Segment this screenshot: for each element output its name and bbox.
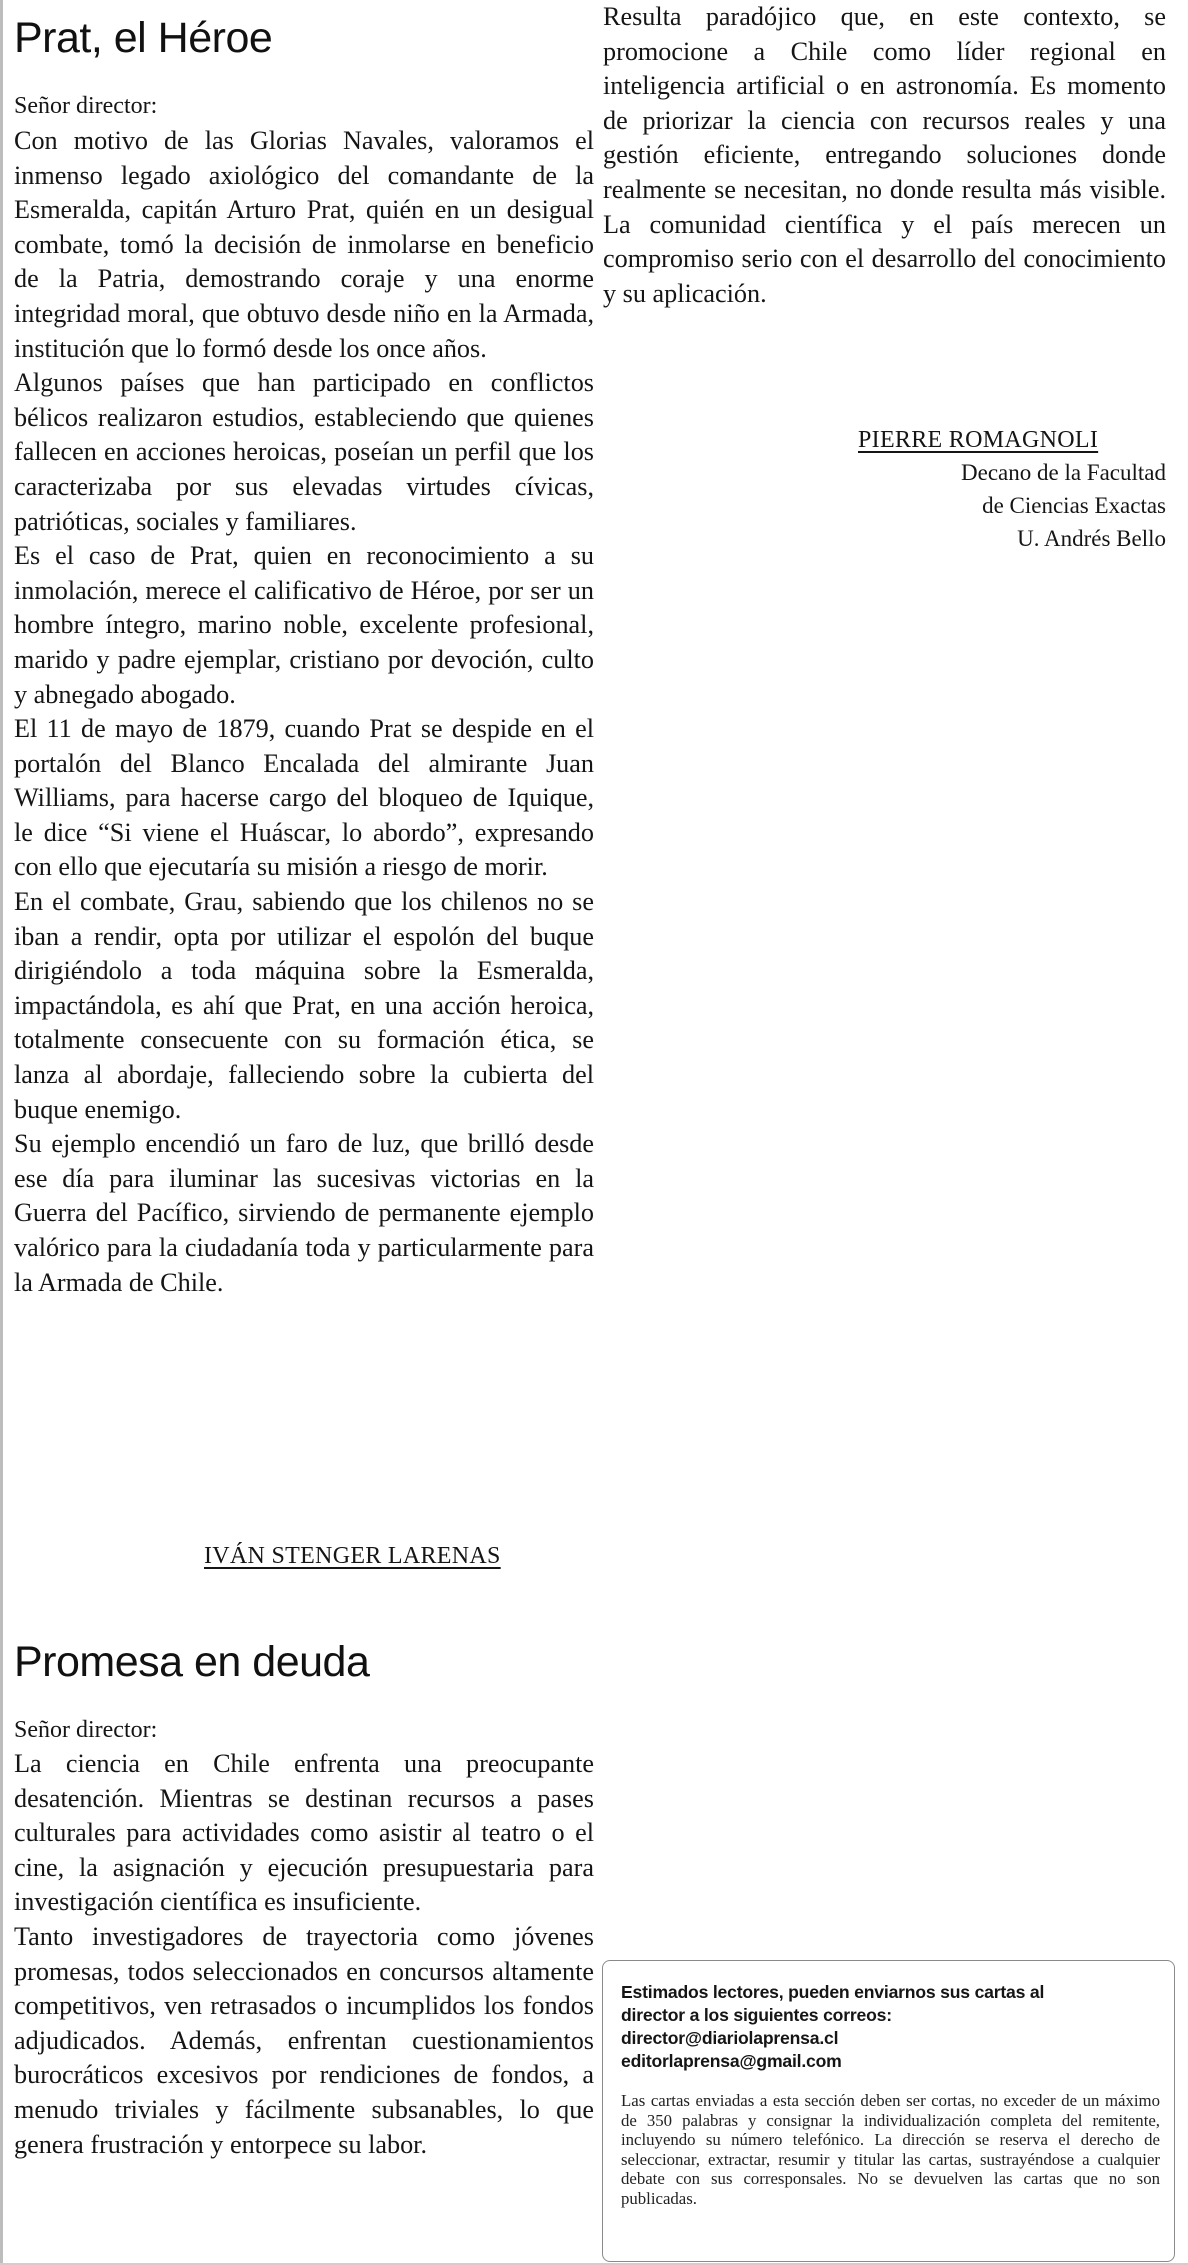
letter1-paragraph: En el combate, Grau, sabiendo que los chilenos no se iban a rendir, opta por utilizar el espolón del buque dirigiéndolo a toda máquina sobre la Esmeralda, impactándola, es ahí que Prat, en una acción heroica, totalmente consecuente con su formación ética, se lanza al abordaje, falleciendo sobre la cubierta del buque enemigo.: [14, 887, 594, 1124]
letter1-paragraph: Es el caso de Prat, quien en reconocimiento a su inmolación, merece el calificativo de Héroe, por ser un hombre íntegro, marino noble, excelente profesional, marido y padre ejemplar, cristiano por devoción, culto y abnegado abogado.: [14, 541, 594, 709]
letter2-body-left: [14, 1747, 594, 2162]
readers-notice-box: [602, 1960, 1175, 2262]
letter1-signature: IVÁN STENGER LARENAS: [204, 1543, 501, 1569]
notice-body-text: Las cartas enviadas a esta sección deben ser cortas, no exceder de un máximo de 350 palabras y consignar la individualización completa del remitente, incluyendo su número telefónico. La dirección se reserva el derecho de seleccionar, extractar, resumir y titular las cartas, sustrayéndose a cualquier debate con sus corresponsales. No se devuelven las cartas que no son publicadas.: [621, 2091, 1160, 2208]
letter1-title: Prat, el Héroe: [14, 14, 273, 62]
letter1-paragraph: Algunos países que han participado en conflictos bélicos realizaron estudios, estableciendo que quienes fallecen en acciones heroicas, poseían un perfil que los caracterizaba por sus elevadas virtudes cívicas, patrióticas, sociales y familiares.: [14, 368, 594, 536]
affiliation-line: de Ciencias Exactas: [982, 493, 1166, 518]
letter1-salutation: Señor director:: [14, 93, 158, 119]
letter2-body-right: [603, 0, 1166, 311]
letter2-paragraph: Resulta paradójico que, en este contexto, se promocione a Chile como líder regional en inteligencia artificial o en astronomía. Es momento de priorizar la ciencia con recursos reales y una gestión eficiente, entregando soluciones donde realmente se necesitan, no donde resulta más visible. La comunidad científica y el país merecen un compromiso serio con el desarrollo del conocimiento y su aplicación.: [603, 2, 1166, 308]
notice-email-editor: editorlaprensa@gmail.com: [621, 2051, 842, 2071]
letter2-paragraph: La ciencia en Chile enfrenta una preocupante desatención. Mientras se destinan recursos a pases culturales para actividades como asistir al teatro o el cine, la asignación y ejecución presupuestaria para investigación científica es insuficiente.: [14, 1749, 594, 1917]
letter2-paragraph: Tanto investigadores de trayectoria como jóvenes promesas, todos seleccionados en concursos altamente competitivos, ven retrasados o incumplidos los fondos adjudicados. Además, enfrentan cuestionamientos burocráticos excesivos por rendiciones de fondos, a menudo triviales y fácilmente subsanables, lo que genera frustración y entorpece su labor.: [14, 1921, 594, 2159]
notice-heading: [621, 1981, 1160, 2073]
letter1-paragraph: El 11 de mayo de 1879, cuando Prat se despide en el portalón del Blanco Encalada del almirante Juan Williams, para hacerse cargo del bloqueo de Iquique, le dice “Si viene el Huáscar, lo abordo”, expresando con ello que ejecutaría su misión a riesgo de morir.: [14, 714, 594, 882]
notice-heading-line: director a los siguientes correos:: [621, 2005, 892, 2025]
letter1-paragraph: Su ejemplo encendió un faro de luz, que brilló desde ese día para iluminar las sucesivas victorias en la Guerra del Pacífico, sirviendo de permanente ejemplo valórico para la ciudadanía toda y particularmente para la Armada de Chile.: [14, 1129, 594, 1297]
letter2-salutation: Señor director:: [14, 1717, 158, 1743]
letter1-body: [14, 124, 594, 1300]
affiliation-line: Decano de la Facultad: [961, 460, 1166, 485]
left-border-rule: [0, 0, 3, 2265]
notice-email-director: director@diariolaprensa.cl: [621, 2028, 839, 2048]
letter2-affiliation: [961, 456, 1166, 555]
letter2-title: Promesa en deuda: [14, 1638, 370, 1686]
affiliation-line: U. Andrés Bello: [1017, 526, 1166, 551]
letter1-paragraph: Con motivo de las Glorias Navales, valoramos el inmenso legado axiológico del comandante de la Esmeralda, capitán Arturo Prat, quién en un desigual combate, tomó la decisión de inmolarse en beneficio de la Patria, demostrando coraje y una enorme integridad moral, que obtuvo desde niño en la Armada, institución que lo formó desde los once años.: [14, 126, 594, 363]
letter2-signature: PIERRE ROMAGNOLI: [858, 427, 1099, 453]
notice-heading-line: Estimados lectores, pueden enviarnos sus cartas al: [621, 1982, 1045, 2002]
